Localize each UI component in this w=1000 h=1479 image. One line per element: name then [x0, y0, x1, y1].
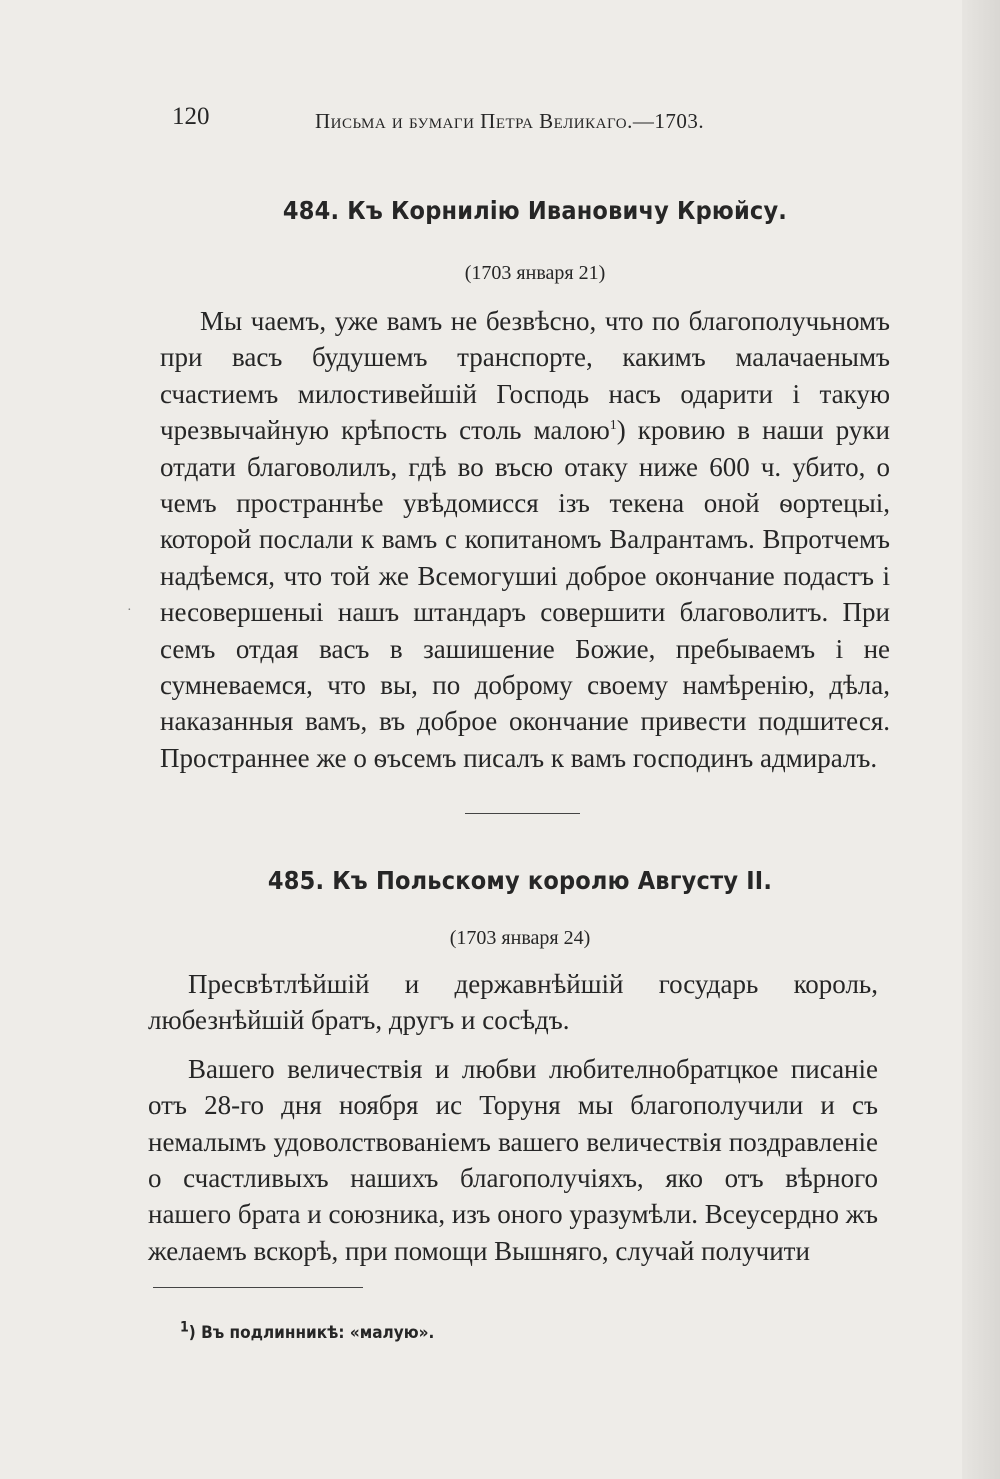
letter-484-date: (1703 января 21) — [464, 262, 606, 284]
section-divider — [465, 813, 580, 814]
page-number: 120 — [172, 103, 210, 130]
footnote-reference: 1 — [609, 418, 617, 434]
footnote-rule — [153, 1287, 363, 1288]
letter-485-heading: 485. Къ Польскому королю Августу II. — [267, 866, 773, 895]
running-title: Письма и бумаги Петра Великаго.—1703. — [315, 109, 705, 133]
letter-485-paragraph-1: Пресвѣтлѣйшій и державнѣйшій государь король, любезнѣйшій братъ, другъ и сосѣдъ. — [148, 969, 878, 1036]
footnote-marker: 1 — [180, 1319, 189, 1336]
margin-mark: · — [127, 603, 132, 618]
letter-485-date: (1703 января 24) — [449, 927, 591, 949]
letter-485-paragraph-2: Вашего величествія и любви любителнобратцкое писаніе отъ 28-го дня ноября ис Торуня мы благополучили и съ немалымъ удоволствованіемъ вашего величествія поздравленіе о счастливыхъ нашихъ благополучіяхъ, яко отъ вѣрного нашего брата и союзника, изъ оного уразумѣли. Всеусердно жъ желаемъ вскорѣ, при помощи Вышняго, случай получити — [148, 1053, 878, 1266]
letter-484-body — [160, 303, 890, 776]
footnote-text: ) Въ подлинникѣ: «малую». — [188, 1323, 435, 1343]
letter-484-text-part-1: Мы чаемъ, уже вамъ не безвѣсно, что по благополучьномъ при васъ будушемъ транспорте, какимъ малачаенымъ счастиемъ милостивейшій Господь насъ одарити і такую чрезвычайную крѣпость столь малою — [160, 306, 890, 446]
letter-485-body — [148, 966, 878, 1269]
running-header — [172, 103, 762, 143]
letter-484-text-part-2: ) кровию в наши руки отдати благоволилъ, гдѣ во въсю отаку ниже 600 ч. убито, о чемъ пространнѣе увѣдомисся ізъ текена оной ѳортецыі, которой послали к вамъ с копитаномъ Валрантамъ. Впротчемъ надѣемся, что той же Всемогушиі доброе окончание подастъ і несовершеныі нашъ штандаръ совершити благоволитъ. При семъ отдая васъ в зашишение Божие, пребываемъ і не сумневаемся, что вы, по доброму своему намѣренію, дѣла, наказанныя вамъ, въ доброе окончание привести подшитеся. Пространнее же о ѳъсемъ писалъ к вамъ господинъ адмиралъ. — [160, 415, 890, 773]
letter-484-heading: 484. Къ Корнилію Ивановичу Крюйсу. — [282, 196, 788, 225]
footnote — [180, 1319, 435, 1343]
page-spine-shadow — [962, 0, 1000, 1479]
